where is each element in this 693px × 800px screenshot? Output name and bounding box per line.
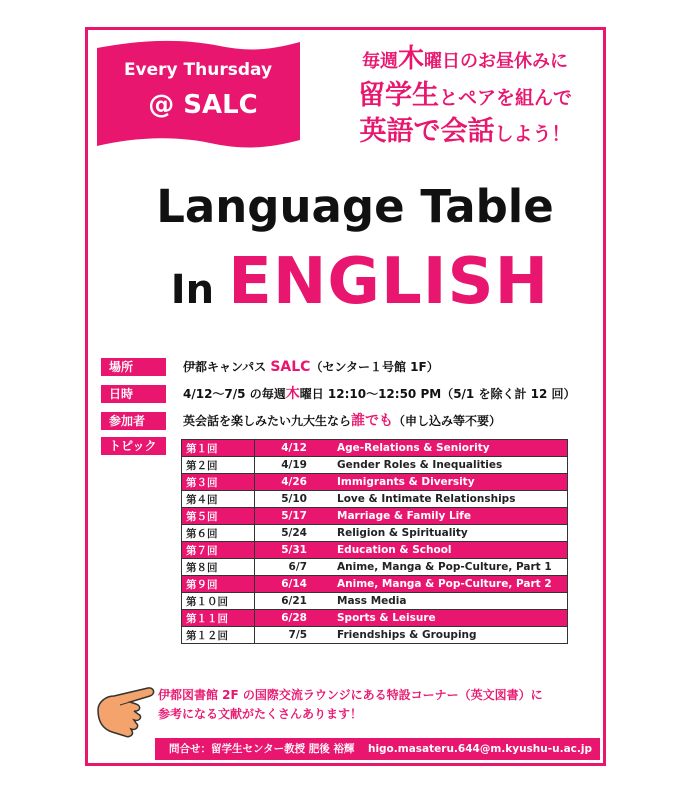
participants-label: 参加者 — [101, 412, 166, 430]
topic-date: 5/17 — [255, 508, 320, 525]
topic-label: トピック — [101, 437, 166, 455]
topic-date: 4/12 — [255, 440, 320, 457]
flag-line-1: Every Thursday — [123, 60, 273, 80]
topic-date: 6/28 — [255, 610, 320, 627]
topic-session-number: 第８回 — [182, 559, 255, 576]
topic-session-number: 第６回 — [182, 525, 255, 542]
japanese-headline — [325, 42, 605, 151]
time-label: 日時 — [101, 385, 166, 403]
title-in-english — [100, 245, 620, 319]
topic-date: 6/7 — [255, 559, 320, 576]
place-value — [183, 358, 439, 376]
topic-title: Gender Roles & Inequalities — [319, 457, 568, 474]
topic-row — [182, 576, 568, 593]
topic-title: Anime, Manga & Pop-Culture, Part 2 — [319, 576, 568, 593]
title-language-table: Language Table — [156, 180, 554, 233]
pointing-hand-icon — [92, 680, 158, 740]
topic-title: Age-Relations & Seniority — [319, 440, 568, 457]
topic-date: 5/31 — [255, 542, 320, 559]
topic-session-number: 第１２回 — [182, 627, 255, 644]
topic-row — [182, 542, 568, 559]
topic-title: Love & Intimate Relationships — [319, 491, 568, 508]
topic-row — [182, 491, 568, 508]
topic-session-number: 第２回 — [182, 457, 255, 474]
headline-1a: 毎週 — [361, 51, 398, 72]
topics-table — [181, 439, 568, 644]
library-note — [158, 686, 598, 724]
topic-title: Marriage & Family Life — [319, 508, 568, 525]
contact-person: 問合せ：留学生センター教授 肥後 裕輝 — [169, 743, 355, 755]
place-value-a: 伊都キャンパス — [183, 360, 271, 374]
topic-session-number: 第５回 — [182, 508, 255, 525]
participants-value-a: 英会話を楽しみたい九大生なら — [183, 414, 352, 428]
topic-row — [182, 525, 568, 542]
topic-row — [182, 559, 568, 576]
flag-line-2: @ SALC — [148, 90, 258, 120]
library-note-line-2: 参考になる文献がたくさんあります！ — [158, 707, 363, 721]
topic-date: 5/10 — [255, 491, 320, 508]
place-label: 場所 — [101, 358, 166, 376]
topic-row — [182, 440, 568, 457]
title-english: ENGLISH — [228, 245, 550, 319]
topic-session-number: 第３回 — [182, 474, 255, 491]
topic-title: Anime, Manga & Pop-Culture, Part 1 — [319, 559, 568, 576]
topic-row — [182, 593, 568, 610]
topic-row — [182, 457, 568, 474]
topic-row — [182, 508, 568, 525]
banner-flag — [0, 0, 320, 160]
headline-1b: 木 — [397, 44, 424, 74]
topic-title: Mass Media — [319, 593, 568, 610]
topic-date: 7/5 — [255, 627, 320, 644]
contact-bar — [155, 738, 600, 760]
time-value-c: 曜日 12:10〜12:50 PM（5/1 を除く計 12 回） — [299, 387, 576, 401]
headline-1c: 曜日のお昼休みに — [424, 51, 568, 72]
topic-date: 4/19 — [255, 457, 320, 474]
topic-session-number: 第１回 — [182, 440, 255, 457]
place-value-c: （センター１号館 1F） — [310, 360, 439, 374]
topic-title: Education & School — [319, 542, 568, 559]
time-value-thursday: 木 — [285, 386, 300, 402]
topic-session-number: 第７回 — [182, 542, 255, 559]
participants-value-c: （申し込み等不要） — [393, 414, 502, 428]
topic-title: Immigrants & Diversity — [319, 474, 568, 491]
topic-date: 4/26 — [255, 474, 320, 491]
headline-2b: とペアを組んで — [438, 87, 572, 109]
topic-session-number: 第４回 — [182, 491, 255, 508]
headline-2a: 留学生 — [357, 80, 439, 111]
topic-row — [182, 474, 568, 491]
library-note-line-1: 伊都図書館 2F の国際交流ラウンジにある特設コーナー（英文図書）に — [158, 688, 543, 702]
topic-session-number: 第１１回 — [182, 610, 255, 627]
participants-value-anyone: 誰でも — [351, 413, 394, 429]
topic-date: 5/24 — [255, 525, 320, 542]
topic-title: Sports & Leisure — [319, 610, 568, 627]
place-value-salc: SALC — [270, 359, 311, 375]
topic-row — [182, 627, 568, 644]
topic-session-number: 第９回 — [182, 576, 255, 593]
time-value-a: 4/12〜7/5 の毎週 — [183, 387, 286, 401]
contact-email[interactable]: higo.masateru.644@m.kyushu-u.ac.jp — [367, 743, 592, 755]
title-in: In — [170, 267, 215, 313]
headline-3a: 英語で会話 — [359, 116, 495, 147]
time-value — [183, 385, 576, 403]
topic-row — [182, 610, 568, 627]
headline-3b: しよう！ — [494, 123, 571, 145]
topic-title: Friendships & Grouping — [319, 627, 568, 644]
topic-session-number: 第１０回 — [182, 593, 255, 610]
participants-value — [183, 412, 501, 430]
topic-date: 6/21 — [255, 593, 320, 610]
topic-date: 6/14 — [255, 576, 320, 593]
topic-title: Religion & Spirituality — [319, 525, 568, 542]
